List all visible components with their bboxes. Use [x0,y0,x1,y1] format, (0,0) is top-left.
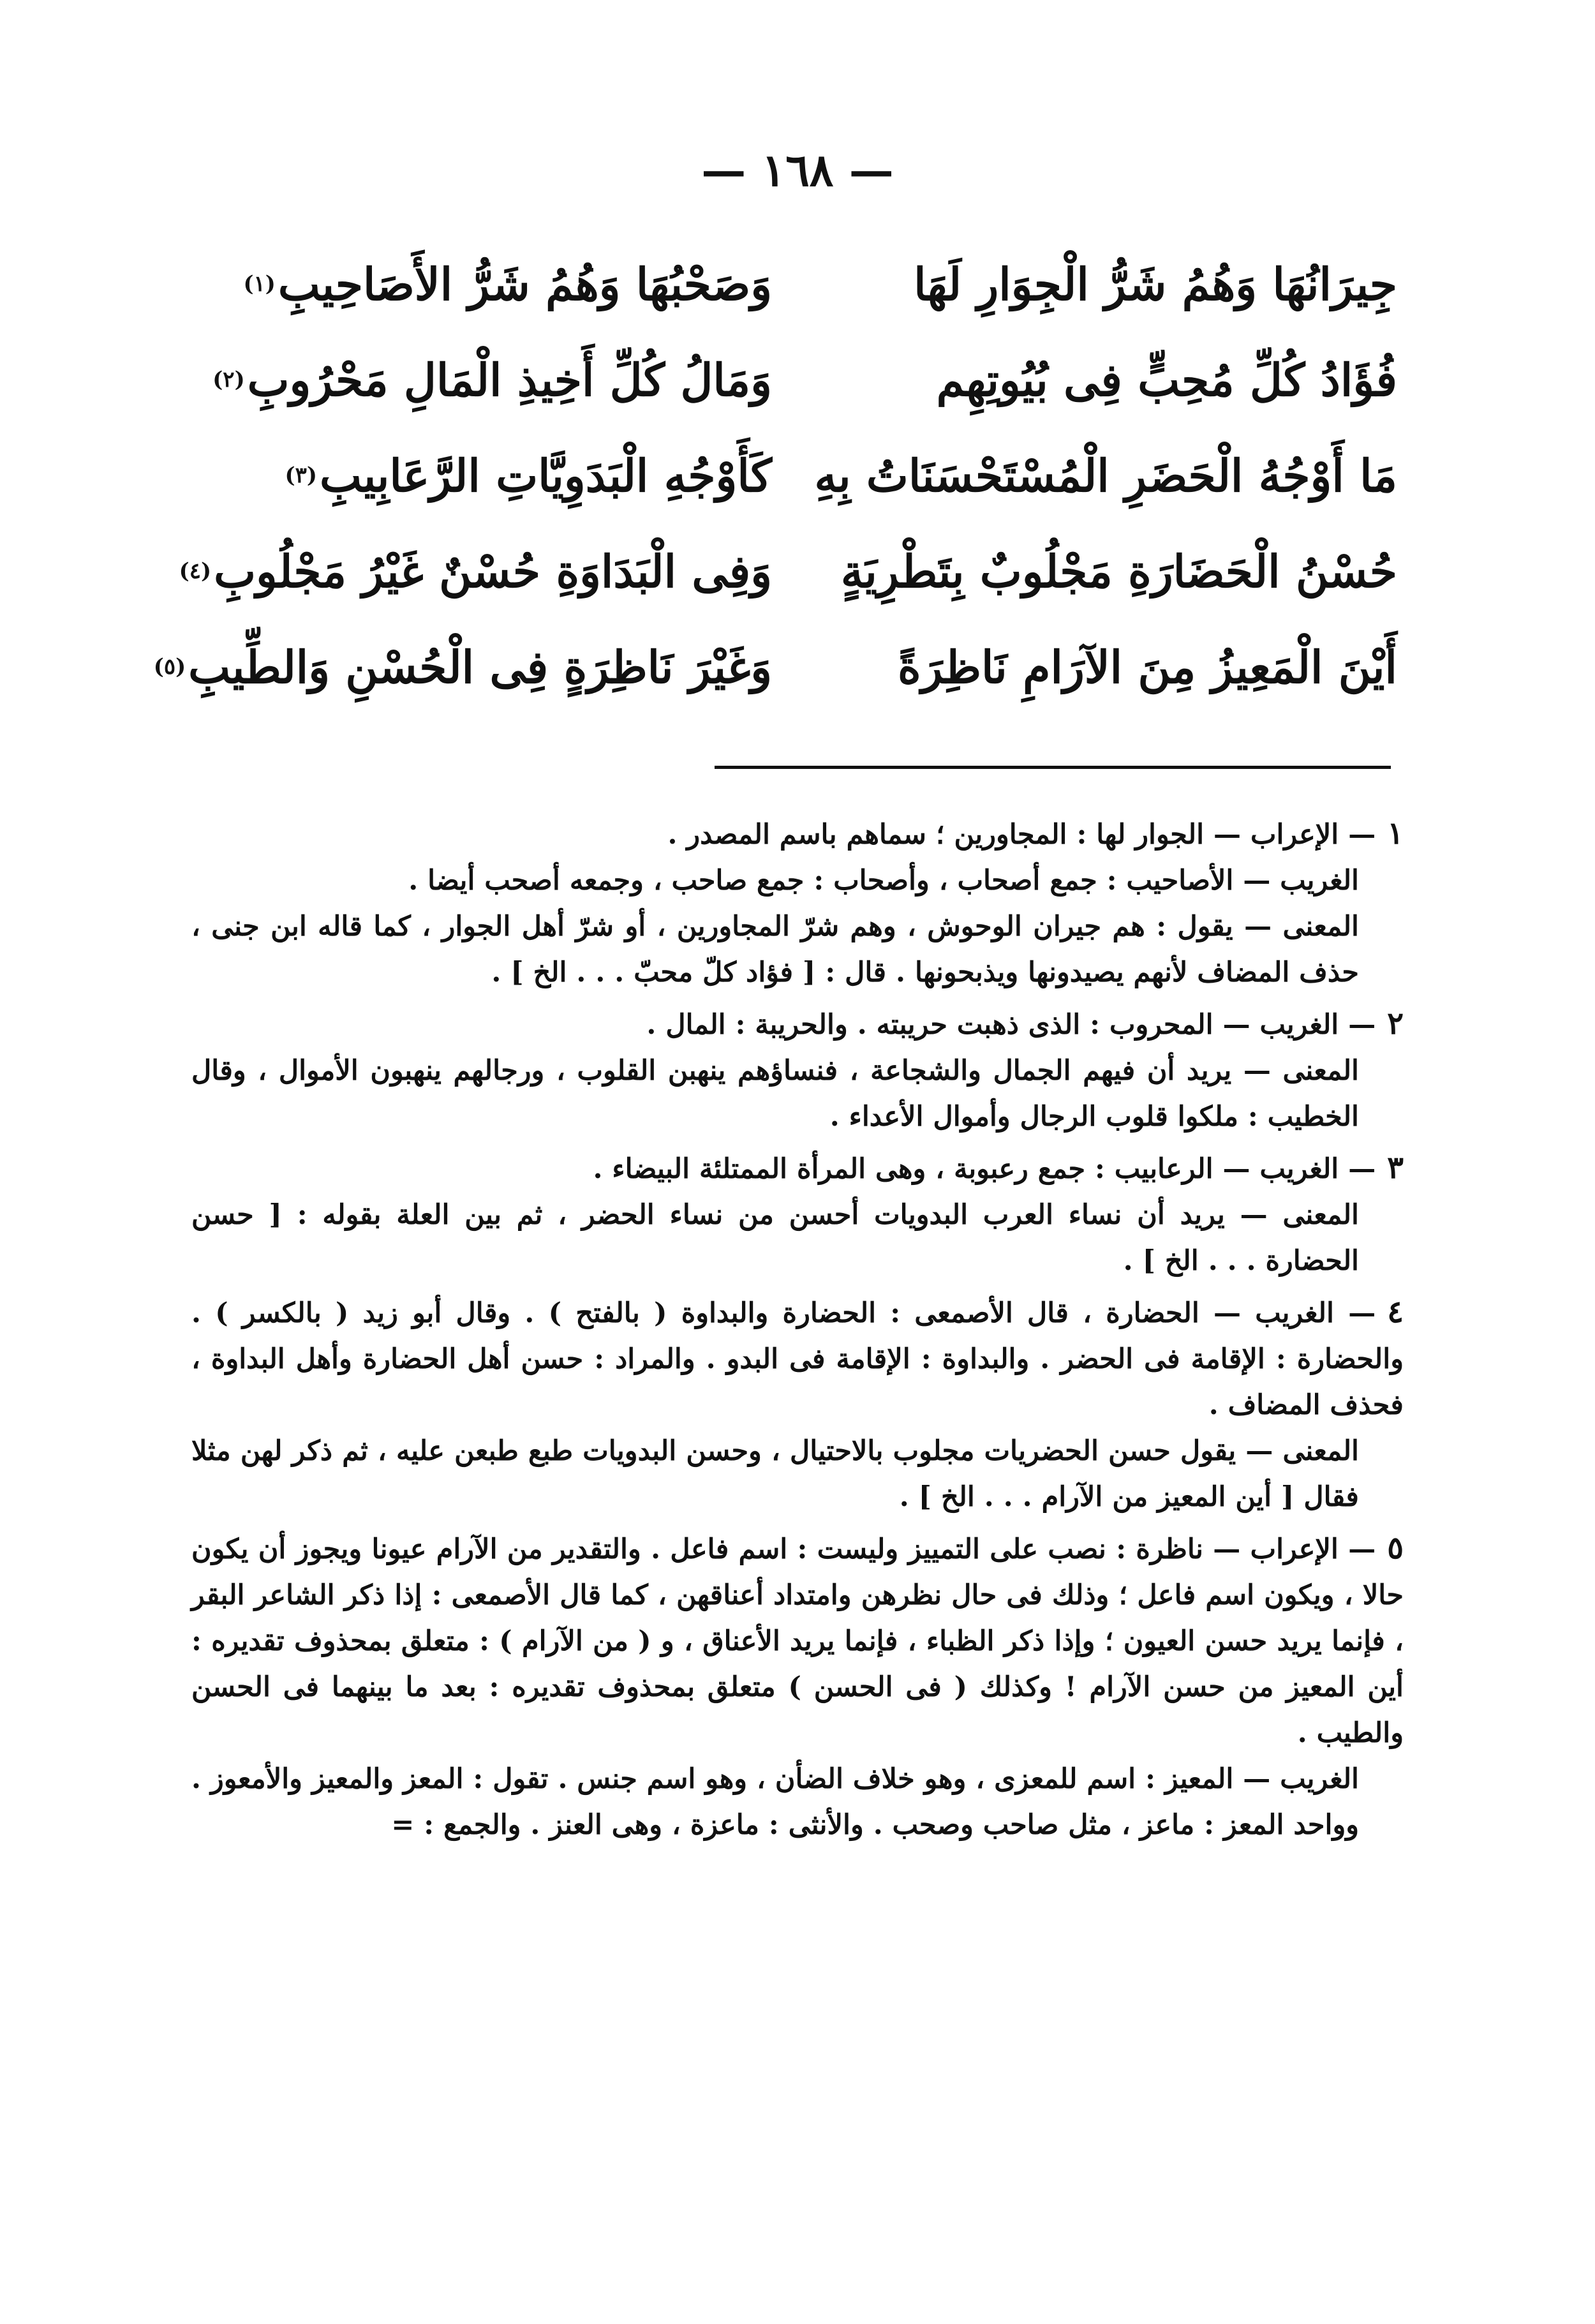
verse-first-hemistich: حُسْنُ الْحَضَارَةِ مَجْلُوبٌ بِتَطْرِيَةٍ [840,544,1397,598]
verse-first-hemistich: جِيرَانُهَا وَهُمُ شَرُّ الْجِوَارِ لَهَا [914,257,1397,311]
note-text: المعنى — يريد أن نساء العرب البدويات أحسن من نساء الحضر ، ثم بين العلة بقوله : [ حسن الحضارة . . . الخ ] . [191,1199,1359,1277]
verse-first-hemistich: فُؤَادُ كُلِّ مُحِبٍّ فِى بُيُوتِهِم [936,353,1397,406]
note-text: المعنى — يقول : هم جيران الوحوش ، وهم شرّ المجاورين ، أو شرّ أهل الجوار ، كما قاله ابن جنى ، حذف المضاف لأنهم يصيدونها ويذبحونها . قال : [ فؤاد كلّ محبّ . . . الخ ] . [191,911,1359,988]
note-text: — الغريب — المحروب : الذى ذهبت حريبته . والحريبة : المال . [646,1009,1376,1041]
footnote-divider [715,766,1391,769]
verse [236,236,1397,332]
verse-second-hemistich: وَغَيْرَ نَاظِرَةٍ فِى الْحُسْنِ وَالطِّيبِ (٥) [153,640,772,694]
footnote [191,1525,1404,1848]
footnote-ref: (٣) [285,463,317,488]
footnote-number: ٥ [1387,1530,1404,1566]
verse [212,332,1397,428]
note-text: المعنى — يقول حسن الحضريات مجلوب بالاحتيال ، وحسن البدويات طبع طبعن عليه ، ثم ذكر لهن مثلا فقال [ أين المعيز من الآرام . . . الخ ] . [191,1435,1359,1513]
footnote-number: ٣ [1387,1150,1404,1186]
poem [153,236,1397,715]
footnote [191,1289,1404,1520]
footnote [191,810,1404,995]
verse-first-hemistich: مَا أَوْجُهُ الْحَضَرِ الْمُسْتَحْسَنَاتُ بِهِ [814,449,1397,502]
verse-second-hemistich: وَمَالُ كُلِّ أَخِيذِ الْمَالِ مَحْرُوبِ (٢) [212,353,772,406]
verse [179,523,1397,619]
footnote [191,1001,1404,1140]
note-text: المعنى — يريد أن فيهم الجمال والشجاعة ، فنساؤهم ينهبن القلوب ، ورجالهم ينهبون الأموال ، وقال الخطيب : ملكوا قلوب الرجال وأموال الأعداء . [191,1055,1359,1133]
note-text: — الإعراب — ناظرة : نصب على التمييز وليست : اسم فاعل . والتقدير من الآرام عيونا ويجوز أن يكون حالا ، ويكون اسم فاعل ؛ وذلك فى حال نظرهن وامتداد أعناقهن ، كما قال الأصمعى : إذا ذكر الشاعر البقر ، فإنما يريد حسن العيون ؛ وإذا ذكر الظباء ، فإنما يريد الأعناق ، و ( من الآرام ) : متعلق بمحذوف تقديره : أين المعيز من حسن الآرام ! وكذلك ( فى الحسن ) متعلق بمحذوف تقديره : بعد ما بينهما فى الحسن والطيب . [191,1533,1404,1749]
verse-second-hemistich: وَصَحْبُهَا وَهُمُ شَرُّ الأَصَاحِيبِ (١) [243,257,772,311]
note-text: — الغريب — الحضارة ، قال الأصمعى : الحضارة والبداوة ( بالفتح ) . وقال أبو زيد ( بالكسر ) . والحضارة : الإقامة فى الحضر . والبداوة : الإقامة فى البدو . والمراد : حسن أهل الحضارة وأهل البداوة ، فحذف المضاف . [191,1297,1404,1421]
footnote-number: ١ [1387,816,1404,851]
verse-second-hemistich: كَأَوْجُهِ الْبَدَوِيَّاتِ الرَّعَابِيبِ (٣) [285,449,772,502]
footnote-number: ٢ [1387,1006,1404,1041]
footnote-ref: (٥) [153,654,186,680]
page-number: — ١٦٨ — [701,144,894,197]
footnote-ref: (٢) [212,367,245,392]
footnote-ref: (٤) [179,558,212,584]
note-text: — الغريب — الرعابيب : جمع رعبوبة ، وهى المرأة الممتلئة البيضاء . [593,1153,1376,1185]
note-text: — الإعراب — الجوار لها : المجاورين ؛ سماهم باسم المصدر . [667,819,1376,851]
verse [153,619,1397,715]
verse-first-hemistich: أَيْنَ الْمَعِيزُ مِنَ الآرَامِ نَاظِرَةً [897,640,1397,694]
verse-second-hemistich: وَفِى الْبَدَاوَةِ حُسْنٌ غَيْرُ مَجْلُوبِ (٤) [179,544,772,598]
footnotes [191,810,1404,1853]
note-text: الغريب — المعيز : اسم للمعزى ، وهو خلاف الضأن ، وهو اسم جنس . تقول : المعز والمعيز والأمعوز . وواحد المعز : ماعز ، مثل صاحب وصحب . والأنثى : ماعزة ، وهى العنز . والجمع : = [191,1763,1359,1841]
footnote-number: ٤ [1387,1294,1404,1330]
footnote-ref: (١) [243,271,276,297]
footnote [191,1145,1404,1284]
note-text: الغريب — الأصاحيب : جمع أصحاب ، وأصحاب : جمع صاحب ، وجمعه أصحب أيضا . [408,865,1359,897]
verse [236,428,1397,523]
